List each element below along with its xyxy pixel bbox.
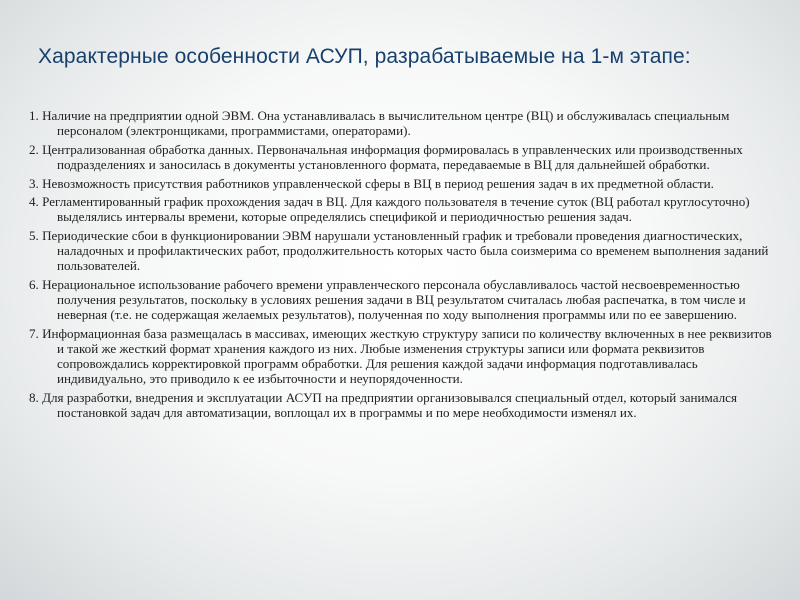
list-item: 7. Информационная база размещалась в массивах, имеющих жесткую структуру записи по количеству включенных в нее реквизитов и такой же жесткий формат хранения каждого из них. Любые изменения структуры записи или формата реквизитов сопровождались корректировкой программ обработки. Для решения каждой задачи информация подготавливалась индивидуально, это приводило к ее избыточности и неупорядоченности. xyxy=(29,325,772,387)
list-item: 6. Нерациональное использование рабочего времени управленческого персонала обуславливалось частой несвоевременностью получения результатов, поскольку в условиях решения задачи в ВЦ результатом считалась любая распечатка, в том числе и неверная (т.е. не содержащая желаемых результатов), полученная по ходу выполнения программы или по ее завершению. xyxy=(29,276,746,323)
list-item: 5. Периодические сбои в функционировании ЭВМ нарушали установленный график и требовали проведения диагностических, наладочных и профилактических работ, продолжительность которых часто была соизмерима со временем выполнения заданий пользователей. xyxy=(29,228,769,274)
slide-title: Характерные особенности АСУП, разрабатываемые на 1-м этапе: xyxy=(38,45,691,68)
slide-body xyxy=(29,108,774,424)
list-item: 1. Наличие на предприятии одной ЭВМ. Она устанавливалась в вычислительном центре (ВЦ) и обслуживалась специальным персоналом (электронщиками, программистами, операторами). xyxy=(29,108,730,139)
list-item: 3. Невозможность присутствия работников управленческой сферы в ВЦ в период решения задач в их предметной области. xyxy=(29,175,714,191)
list-item: 4. Регламентированный график прохождения задач в ВЦ. Для каждого пользователя в течение суток (ВЦ работал круглосуточно) выделялись интервалы времени, которые определялись спецификой и периодичностью решения задач. xyxy=(29,194,750,225)
list-item: 2. Централизованная обработка данных. Первоначальная информация формировалась в управленческих или производственных подразделениях и заносилась в документы установленного формата, передаваемые в ВЦ для дальнейшей обработки. xyxy=(29,141,743,172)
list-item: 8. Для разработки, внедрения и эксплуатации АСУП на предприятии организовывался специальный отдел, который занимался постановкой задач для автоматизации, воплощал их в программы и по мере необходимости изменял их. xyxy=(29,389,738,420)
